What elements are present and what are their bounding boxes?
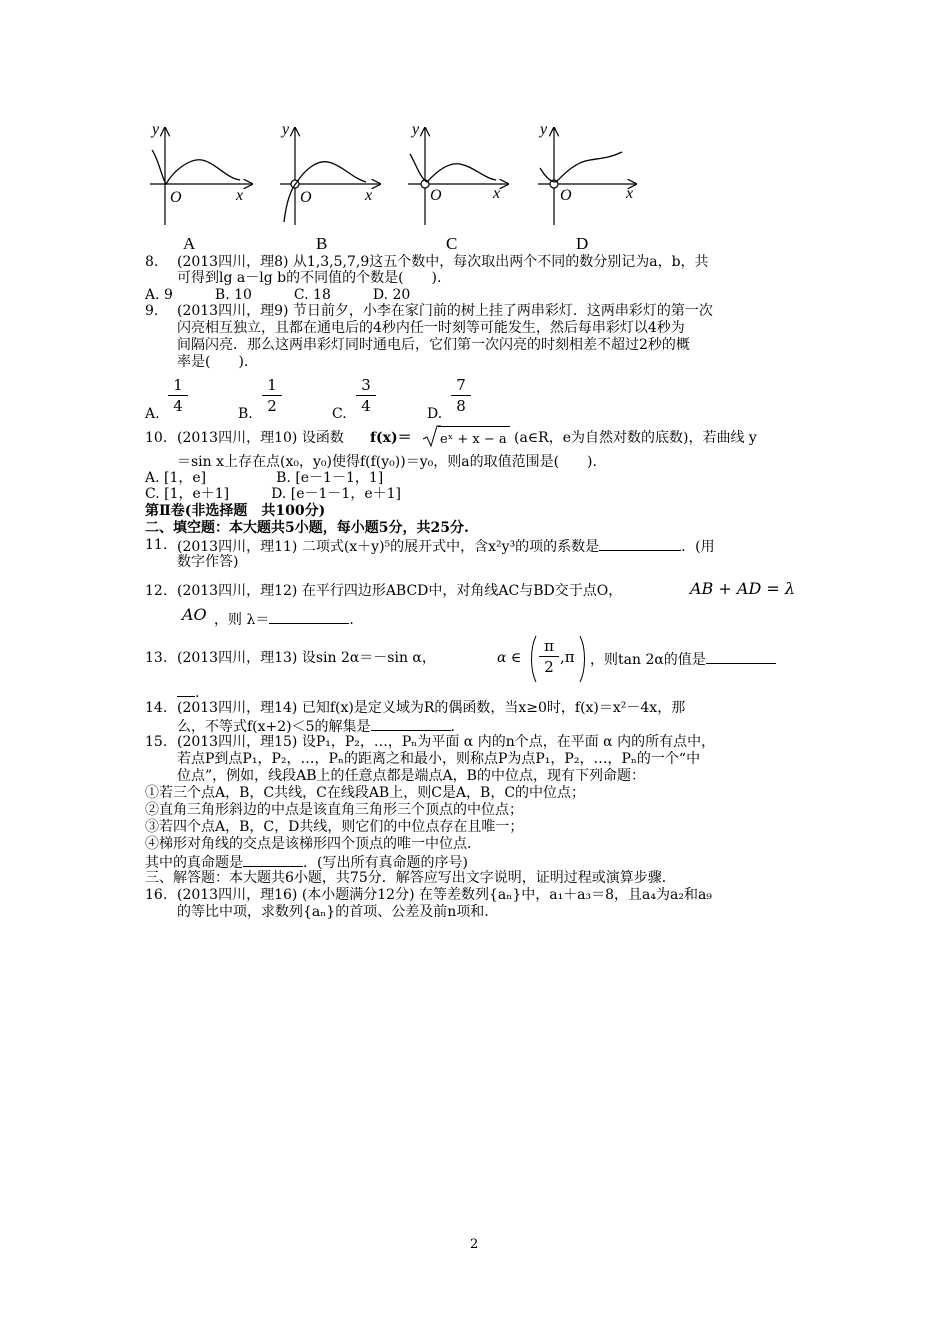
- x-axis-label: x: [236, 187, 244, 204]
- q13-line1: (2013四川，理13) 设sin 2α＝－sin α，: [177, 650, 436, 666]
- q14-answer-blank[interactable]: [371, 717, 451, 731]
- graph-label-a: A: [183, 234, 196, 253]
- q9-number: 9.: [145, 303, 159, 319]
- q9-line2: 闪亮相互独立，且都在通电后的4秒内任一时刻等可能发生，然后每串彩灯以4秒为: [177, 320, 685, 336]
- section3-title: 三、解答题：本大题共6小题，共75分．解答应写出文字说明，证明过程或演算步骤．: [145, 870, 676, 886]
- q14-line1: (2013四川，理14) 已知f(x)是定义域为R的偶函数，当x≥0时，f(x)＝x²－4x，那: [177, 700, 686, 716]
- q9-line1: (2013四川，理9) 节日前夕，小李在家门前的树上挂了两串彩灯．这两串彩灯的第一次: [177, 303, 713, 319]
- graph-a: [150, 121, 252, 225]
- q8-line1: (2013四川，理8) 从1,3,5,7,9这五个数中，每次取出两个不同的数分别记为a，b，共: [177, 254, 709, 270]
- q11-answer-blank[interactable]: [599, 537, 681, 551]
- part2-title: 第Ⅱ卷(非选择题 共100分): [145, 503, 326, 519]
- q9-fraction-b: 1 2: [262, 376, 282, 415]
- q13-interval-end: ,π: [560, 648, 575, 666]
- q11-line1: (2013四川，理11) 二项式(x＋y)⁵的展开式中，含x²y³的项的系数是 ．(用: [177, 539, 715, 555]
- q13-number: 13.: [145, 650, 168, 666]
- sqrt-bar: [438, 426, 510, 427]
- origin-label: O: [430, 187, 442, 204]
- y-axis-label: y: [540, 121, 548, 138]
- q15-answer-blank[interactable]: [243, 853, 303, 867]
- q9-line3: 间隔闪亮．那么这两串彩灯同时通电后，它们第一次闪亮的时刻相差不超过2秒的概: [177, 337, 690, 353]
- q14-line2: 么，不等式f(x+2)＜5的解集是 .: [177, 719, 455, 735]
- q15-line1: (2013四川，理15) 设P₁，P₂，…，Pₙ为平面 α 内的n个点，在平面 α 内的所有点中，: [177, 734, 716, 750]
- graph-c: [408, 121, 508, 225]
- q10-number: 10.: [145, 430, 168, 446]
- q9-option-a: A.: [145, 406, 160, 422]
- q15-item-1: ①若三个点A，B，C共线，C在线段AB上，则C是A，B，C的中位点；: [145, 785, 586, 801]
- q8-line2: 可得到lg a－lg b的不同值的个数是( ).: [177, 270, 442, 286]
- x-axis-label: x: [365, 187, 373, 204]
- q10-func: f(x)＝: [370, 430, 412, 446]
- q15-line2: 若点P到点P₁，P₂，…，Pₙ的距离之和最小，则称点P为点P₁，P₂，…，Pₙ的一个“中: [177, 751, 701, 767]
- q9-option-c: C.: [332, 406, 347, 422]
- q15-line3: 位点”，例如，线段AB上的任意点都是端点A，B的中位点，现有下列命题：: [177, 768, 645, 784]
- q14-number: 14.: [145, 700, 168, 716]
- x-axis-label: x: [626, 185, 634, 202]
- q9-line4: 率是( ).: [177, 354, 249, 370]
- q15-item-3: ③若四个点A，B，C，D共线，则它们的中位点存在且唯一；: [145, 819, 524, 835]
- q13-line2: .: [177, 683, 199, 702]
- sqrt-icon: [422, 424, 442, 450]
- origin-label: O: [300, 189, 312, 206]
- q15-number: 15.: [145, 734, 168, 750]
- q12-line1: (2013四川，理12) 在平行四边形ABCD中，对角线AC与BD交于点O，: [177, 583, 623, 599]
- q10-line1-a: (2013四川，理10) 设函数: [177, 430, 344, 446]
- y-axis-label: y: [152, 121, 160, 138]
- part2-section: 二、填空题：本大题共5小题，每小题5分，共25分.: [145, 520, 469, 536]
- q16-number: 16.: [145, 887, 168, 903]
- q13-answer-blank[interactable]: [706, 650, 776, 664]
- q15-item-4: ④梯形对角线的交点是该梯形四个顶点的唯一中位点.: [145, 836, 472, 852]
- q11-number: 11.: [145, 537, 168, 553]
- q15-item-2: ②直角三角形斜边的中点是该直角三角形三个顶点的中位点；: [145, 802, 523, 818]
- q9-option-b: B.: [238, 406, 253, 422]
- q12-line2: ，则 λ＝ .: [214, 612, 354, 628]
- graph-b: [280, 121, 380, 225]
- origin-label: O: [560, 187, 572, 204]
- q11-line2: 数字作答): [177, 554, 239, 570]
- q9-fraction-d: 7 8: [451, 376, 471, 415]
- q13-pi-fraction: π 2: [539, 637, 559, 676]
- q9-fraction-a: 1 4: [168, 376, 188, 415]
- page-number: 2: [470, 1237, 479, 1252]
- x-axis-label: x: [493, 185, 501, 202]
- q12-vector-eq: AB + AD = λ: [690, 579, 795, 598]
- q13-line1-b: ，则tan 2α的值是: [590, 650, 776, 669]
- q10-line1-b: (a∈R，e为自然对数的底数)，若曲线 y: [514, 430, 757, 446]
- q16-line2: 的等比中项，求数列{aₙ}的首项、公差及前n项和.: [177, 904, 489, 920]
- q15-last-line: 其中的真命题是 ．(写出所有真命题的序号): [145, 855, 468, 871]
- q9-fraction-c: 3 4: [356, 376, 376, 415]
- q10-options-2: C. [1，e＋1] D. [e－1－1，e＋1]: [145, 486, 401, 502]
- q13-alpha-in: α ∈: [497, 650, 522, 666]
- q9-option-d: D.: [427, 406, 443, 422]
- q10-options-1: A. [1，e] B. [e－1－1，1]: [145, 470, 384, 486]
- answer-graphs: [140, 120, 660, 240]
- graph-label-c: C: [446, 234, 458, 253]
- q13-answer-blank-cont[interactable]: [177, 683, 195, 697]
- q12-answer-blank[interactable]: [269, 610, 349, 624]
- graph-label-d: D: [576, 234, 589, 253]
- origin-label: O: [170, 189, 182, 206]
- q10-line2: ＝sin x上存在点(x₀，y₀)使得f(f(y₀))＝y₀，则a的取值范围是( ).: [177, 454, 597, 470]
- q12-number: 12.: [145, 583, 168, 599]
- y-axis-label: y: [412, 121, 420, 138]
- q10-sqrt-body: eˣ + x − a: [440, 432, 507, 447]
- y-axis-label: y: [282, 121, 290, 138]
- graph-label-b: B: [316, 234, 328, 253]
- q8-options: A. 9 B. 10 C. 18 D. 20: [145, 287, 411, 303]
- q8-number: 8.: [145, 254, 159, 270]
- q16-line1: (2013四川，理16) (本小题满分12分) 在等差数列{aₙ}中，a₁＋a₃＝8，且a₄为a₂和a₉: [177, 887, 712, 903]
- q12-vector-ao: AO: [182, 605, 207, 624]
- graph-d: [538, 121, 636, 225]
